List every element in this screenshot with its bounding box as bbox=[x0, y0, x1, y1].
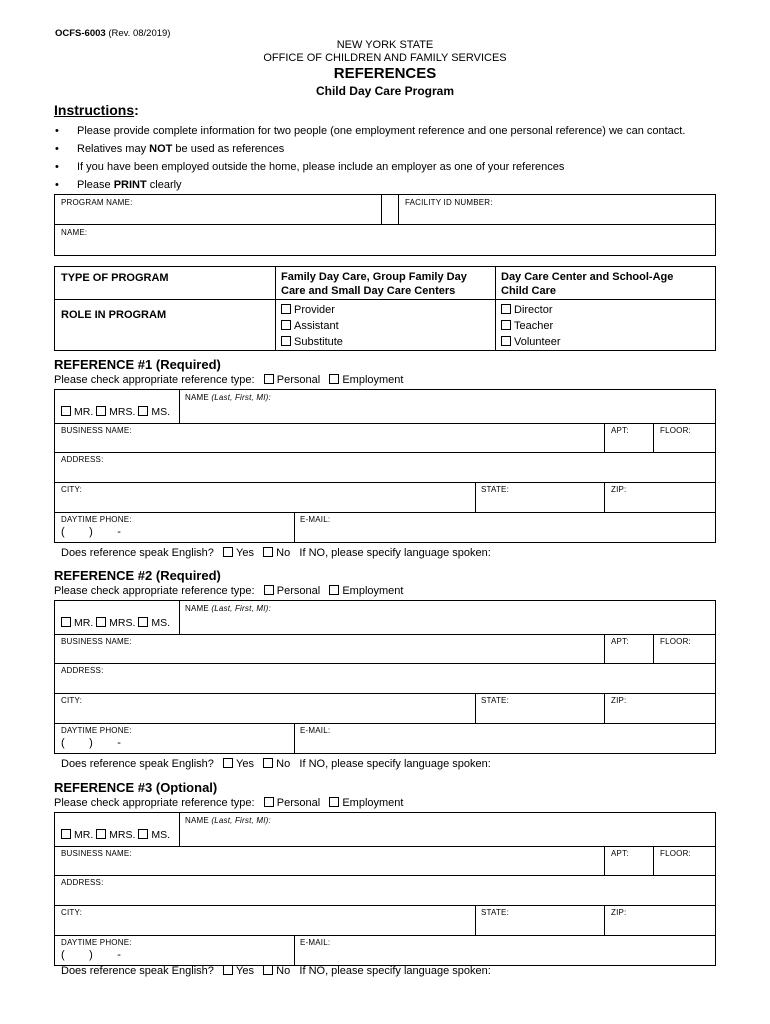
email-label: E-MAIL: bbox=[300, 515, 331, 524]
form-number: OCFS-6003 (Rev. 08/2019) bbox=[55, 28, 171, 39]
city-field[interactable] bbox=[56, 918, 474, 934]
city-label: CITY: bbox=[61, 696, 83, 705]
business-name-field[interactable] bbox=[56, 859, 602, 874]
reference-heading: REFERENCE #3 (Optional) bbox=[54, 780, 218, 795]
state-field[interactable] bbox=[477, 918, 603, 934]
email-label: E-MAIL: bbox=[300, 726, 331, 735]
english-no-checkbox[interactable]: No bbox=[263, 758, 290, 770]
name-label: NAME (Last, First, MI): bbox=[185, 393, 271, 402]
zip-label: ZIP: bbox=[611, 485, 627, 494]
address-field[interactable] bbox=[56, 465, 714, 481]
reference-name-field[interactable] bbox=[181, 403, 714, 422]
role-director-checkbox[interactable]: Director bbox=[501, 302, 560, 318]
name-label: NAME (Last, First, MI): bbox=[185, 604, 271, 613]
reference-type-employment-checkbox[interactable]: Employment bbox=[329, 585, 403, 597]
zip-label: ZIP: bbox=[611, 908, 627, 917]
page-subtitle: Child Day Care Program bbox=[315, 84, 455, 98]
state-label: STATE: bbox=[481, 908, 510, 917]
business-name-field[interactable] bbox=[56, 647, 602, 662]
name-label: NAME: bbox=[61, 228, 88, 237]
page-title: REFERENCES bbox=[333, 65, 437, 82]
english-yes-checkbox[interactable]: Yes bbox=[223, 758, 254, 770]
role-teacher-checkbox[interactable]: Teacher bbox=[501, 318, 560, 334]
city-label: CITY: bbox=[61, 908, 83, 917]
reference-type-row: Please check appropriate reference type: Personal Employment bbox=[54, 585, 404, 597]
title-ms-checkbox[interactable]: MS. bbox=[138, 617, 170, 629]
instructions-list bbox=[54, 122, 685, 194]
reference-name-field[interactable] bbox=[181, 826, 714, 845]
apt-field[interactable] bbox=[606, 647, 652, 662]
city-field[interactable] bbox=[56, 706, 474, 722]
facility-id-label: FACILITY ID NUMBER: bbox=[405, 198, 493, 207]
apt-field[interactable] bbox=[606, 436, 652, 451]
phone-field[interactable]: ( ) - bbox=[61, 526, 121, 538]
state-field[interactable] bbox=[477, 706, 603, 722]
title-mrs-checkbox[interactable]: MRS. bbox=[96, 406, 135, 418]
floor-label: FLOOR: bbox=[660, 637, 691, 646]
header-state: NEW YORK STATE bbox=[336, 39, 434, 51]
instructions-title: Instructions: bbox=[54, 102, 139, 118]
title-mr-checkbox[interactable]: MR. bbox=[61, 617, 93, 629]
instruction-item: • Please provide complete information for two people (one employment reference and one personal reference) we can contact. bbox=[54, 122, 685, 140]
title-options bbox=[61, 617, 170, 629]
phone-field[interactable]: ( ) - bbox=[61, 949, 121, 961]
title-options bbox=[61, 406, 170, 418]
reference-type-personal-checkbox[interactable]: Personal bbox=[264, 797, 320, 809]
type-of-program-label: TYPE OF PROGRAM bbox=[61, 272, 169, 284]
business-name-field[interactable] bbox=[56, 436, 602, 451]
english-yes-checkbox[interactable]: Yes bbox=[223, 965, 254, 977]
state-field[interactable] bbox=[477, 495, 603, 511]
email-field[interactable] bbox=[296, 525, 714, 542]
reference-type-personal-checkbox[interactable]: Personal bbox=[264, 374, 320, 386]
program-name-field[interactable] bbox=[56, 208, 379, 223]
instruction-item: • If you have been employed outside the home, please include an employer as one of your references bbox=[54, 158, 685, 176]
apt-label: APT: bbox=[611, 849, 629, 858]
program-name-label: PROGRAM NAME: bbox=[61, 198, 133, 207]
reference-type-employment-checkbox[interactable]: Employment bbox=[329, 374, 403, 386]
instruction-item: • Relatives may NOT be used as references bbox=[54, 140, 685, 158]
floor-field[interactable] bbox=[655, 436, 714, 451]
instruction-item: • Please PRINT clearly bbox=[54, 176, 685, 194]
zip-label: ZIP: bbox=[611, 696, 627, 705]
business-name-label: BUSINESS NAME: bbox=[61, 637, 132, 646]
floor-field[interactable] bbox=[655, 859, 714, 874]
english-no-checkbox[interactable]: No bbox=[263, 965, 290, 977]
title-mr-checkbox[interactable]: MR. bbox=[61, 829, 93, 841]
reference-heading: REFERENCE #1 (Required) bbox=[54, 357, 221, 372]
speaks-english-row: Does reference speak English? Yes No If NO, please specify language spoken: bbox=[61, 965, 491, 977]
apt-field[interactable] bbox=[606, 859, 652, 874]
name-label: NAME (Last, First, MI): bbox=[185, 816, 271, 825]
title-mrs-checkbox[interactable]: MRS. bbox=[96, 829, 135, 841]
speaks-english-row: Does reference speak English? Yes No If NO, please specify language spoken: bbox=[61, 547, 491, 559]
role-provider-checkbox[interactable]: Provider bbox=[281, 302, 343, 318]
facility-id-field[interactable] bbox=[400, 208, 714, 223]
zip-field[interactable] bbox=[606, 495, 714, 511]
reference-type-employment-checkbox[interactable]: Employment bbox=[329, 797, 403, 809]
address-field[interactable] bbox=[56, 676, 714, 692]
title-ms-checkbox[interactable]: MS. bbox=[138, 406, 170, 418]
address-field[interactable] bbox=[56, 888, 714, 904]
role-volunteer-checkbox[interactable]: Volunteer bbox=[501, 334, 560, 350]
role-in-program-label: ROLE IN PROGRAM bbox=[61, 309, 167, 321]
email-label: E-MAIL: bbox=[300, 938, 331, 947]
address-label: ADDRESS: bbox=[61, 666, 104, 675]
state-label: STATE: bbox=[481, 485, 510, 494]
title-ms-checkbox[interactable]: MS. bbox=[138, 829, 170, 841]
zip-field[interactable] bbox=[606, 706, 714, 722]
english-yes-checkbox[interactable]: Yes bbox=[223, 547, 254, 559]
reference-heading: REFERENCE #2 (Required) bbox=[54, 568, 221, 583]
role-assistant-checkbox[interactable]: Assistant bbox=[281, 318, 343, 334]
daytime-phone-label: DAYTIME PHONE: bbox=[61, 515, 132, 524]
english-no-checkbox[interactable]: No bbox=[263, 547, 290, 559]
reference-type-row: Please check appropriate reference type: Personal Employment bbox=[54, 797, 404, 809]
zip-field[interactable] bbox=[606, 918, 714, 934]
address-label: ADDRESS: bbox=[61, 455, 104, 464]
floor-field[interactable] bbox=[655, 647, 714, 662]
apt-label: APT: bbox=[611, 637, 629, 646]
title-options bbox=[61, 829, 170, 841]
reference-name-field[interactable] bbox=[181, 614, 714, 633]
daytime-phone-label: DAYTIME PHONE: bbox=[61, 938, 132, 947]
state-label: STATE: bbox=[481, 696, 510, 705]
address-label: ADDRESS: bbox=[61, 878, 104, 887]
floor-label: FLOOR: bbox=[660, 426, 691, 435]
business-name-label: BUSINESS NAME: bbox=[61, 849, 132, 858]
email-field[interactable] bbox=[296, 736, 714, 753]
reference-type-personal-checkbox[interactable]: Personal bbox=[264, 585, 320, 597]
family-day-care-header: Family Day Care, Group Family Day Care and Small Day Care Centers bbox=[281, 271, 467, 297]
day-care-center-header: Day Care Center and School-Age Child Care bbox=[501, 271, 674, 297]
name-field[interactable] bbox=[56, 238, 714, 254]
header-office: OFFICE OF CHILDREN AND FAMILY SERVICES bbox=[263, 52, 507, 64]
title-mrs-checkbox[interactable]: MRS. bbox=[96, 617, 135, 629]
reference-type-row: Please check appropriate reference type: Personal Employment bbox=[54, 374, 404, 386]
role-substitute-checkbox[interactable]: Substitute bbox=[281, 334, 343, 350]
city-field[interactable] bbox=[56, 495, 474, 511]
title-mr-checkbox[interactable]: MR. bbox=[61, 406, 93, 418]
floor-label: FLOOR: bbox=[660, 849, 691, 858]
apt-label: APT: bbox=[611, 426, 629, 435]
daytime-phone-label: DAYTIME PHONE: bbox=[61, 726, 132, 735]
business-name-label: BUSINESS NAME: bbox=[61, 426, 132, 435]
phone-field[interactable]: ( ) - bbox=[61, 737, 121, 749]
speaks-english-row: Does reference speak English? Yes No If NO, please specify language spoken: bbox=[61, 758, 491, 770]
email-field[interactable] bbox=[296, 948, 714, 965]
city-label: CITY: bbox=[61, 485, 83, 494]
